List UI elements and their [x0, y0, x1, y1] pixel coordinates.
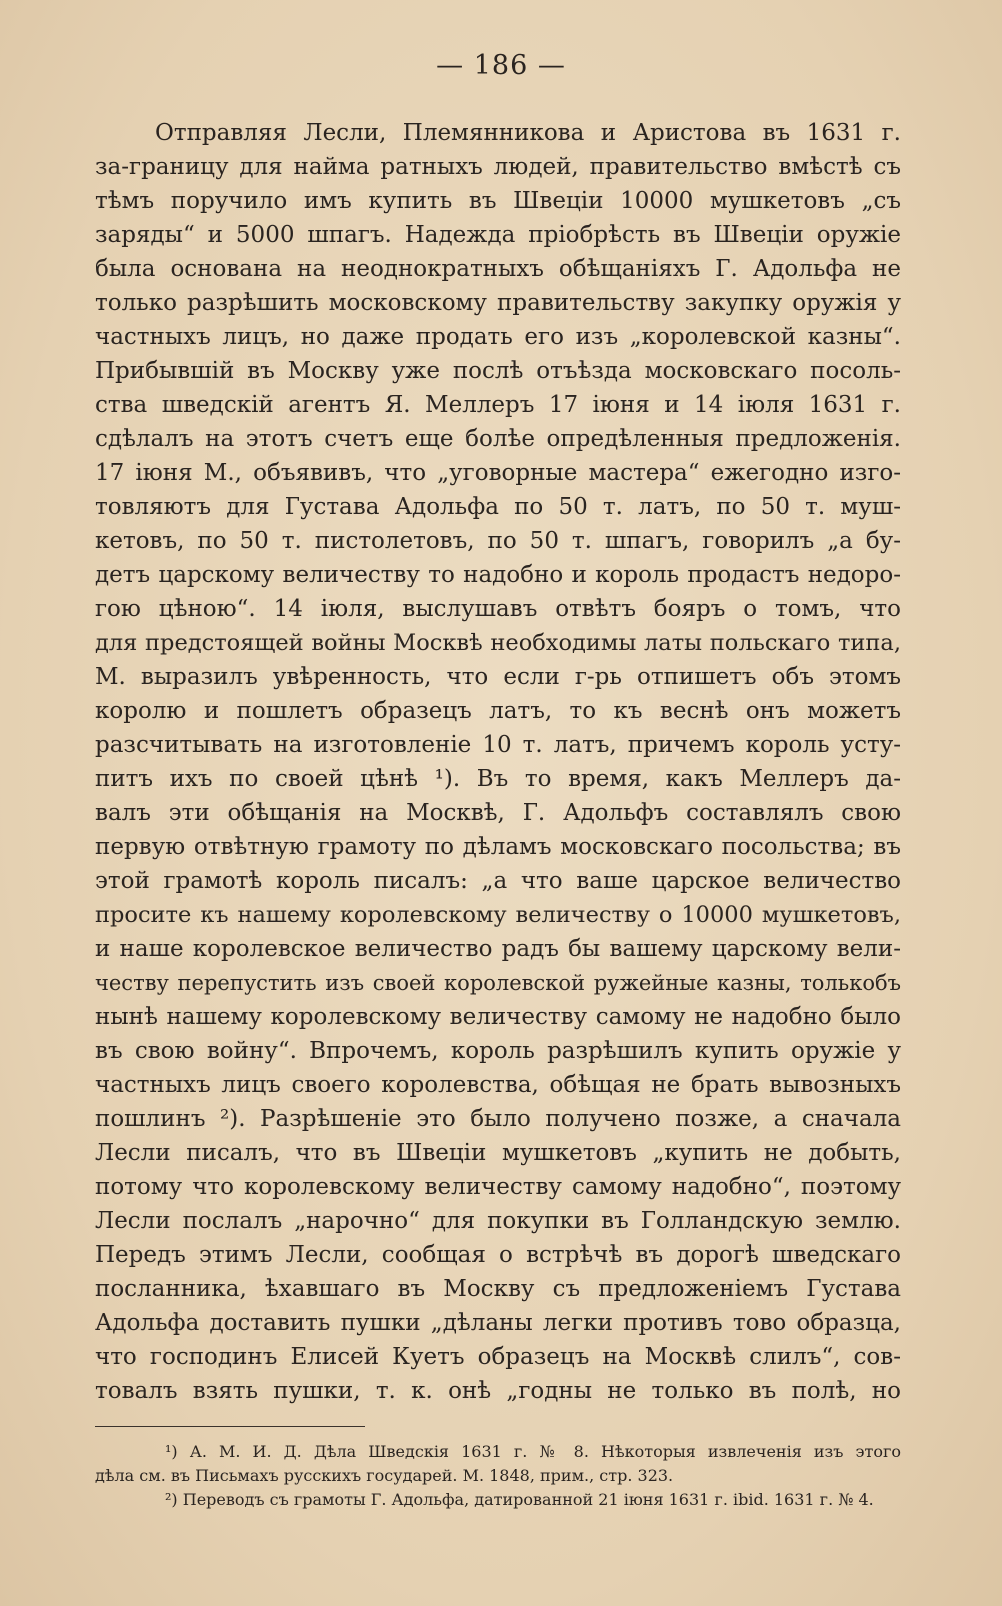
text-line: питъ ихъ по своей цѣнѣ ¹). Въ то время, какъ Меллеръ да-	[95, 766, 901, 792]
main-text	[95, 116, 901, 1408]
text-line: честву перепустить изъ своей королевской ружейные казны, толькобъ	[95, 971, 901, 995]
text-line: что господинъ Елисей Куетъ образецъ на Москвѣ слилъ“, сов-	[95, 1344, 901, 1370]
text-line: Передъ этимъ Лесли, сообщая о встрѣчѣ въ дорогѣ шведскаго	[95, 1242, 901, 1268]
footnote-separator	[95, 1426, 365, 1427]
text-line: частныхъ лицъ своего королевства, обѣщая не брать вывозныхъ	[95, 1072, 901, 1098]
text-line: за-границу для найма ратныхъ людей, правительство вмѣстѣ съ	[95, 154, 901, 180]
text-line: Адольфа доставить пушки „дѣланы легки противъ тово образца,	[95, 1310, 901, 1336]
text-line: 17 іюня М., объявивъ, что „уговорные мастера“ ежегодно изго-	[95, 460, 901, 486]
text-line: сдѣлалъ на этотъ счетъ еще болѣе опредѣленныя предложенія.	[95, 426, 901, 452]
text-line: Прибывшій въ Москву уже послѣ отъѣзда московскаго посоль-	[95, 358, 901, 384]
text-line: разсчитывать на изготовленіе 10 т. латъ, причемъ король усту-	[95, 732, 901, 758]
text-line: нынѣ нашему королевскому величеству самому не надобно было	[95, 1004, 901, 1030]
text-line: детъ царскому величеству то надобно и король продастъ недоро-	[95, 562, 901, 588]
text-line: тѣмъ поручило имъ купить въ Швеціи 10000 мушкетовъ „съ	[95, 188, 901, 214]
text-line: товляютъ для Густава Адольфа по 50 т. латъ, по 50 т. муш-	[95, 494, 901, 520]
text-line: посланника, ѣхавшаго въ Москву съ предложеніемъ Густава	[95, 1276, 901, 1302]
text-line: Лесли писалъ, что въ Швеціи мушкетовъ „купить не добыть,	[95, 1140, 901, 1166]
page-number: — 186 —	[436, 50, 566, 81]
text-line: Лесли послалъ „нарочно“ для покупки въ Голландскую землю.	[95, 1208, 901, 1234]
text-line: просите къ нашему королевскому величеству о 10000 мушкетовъ,	[95, 902, 901, 928]
text-line: ства шведскій агентъ Я. Меллеръ 17 іюня и 14 іюля 1631 г.	[95, 392, 901, 418]
text-line: и наше королевское величество радъ бы вашему царскому вели-	[95, 936, 901, 962]
text-line: частныхъ лицъ, но даже продать его изъ „королевской казны“.	[95, 324, 901, 350]
footnote-line: ¹) А. М. И. Д. Дѣла Шведскія 1631 г. № 8. Нѣкоторыя извлеченія изъ этого	[165, 1442, 901, 1461]
text-line: для предстоящей войны Москвѣ необходимы латы польскаго типа,	[95, 630, 901, 656]
text-line: валъ эти обѣщанія на Москвѣ, Г. Адольфъ составлялъ свою	[95, 800, 901, 826]
text-line: М. выразилъ увѣренность, что если г-рь отпишетъ объ этомъ	[95, 664, 901, 690]
text-line: первую отвѣтную грамоту по дѣламъ московскаго посольства; въ	[95, 834, 901, 860]
footnote-line: дѣла см. въ Письмахъ русскихъ государей. М. 1848, прим., стр. 323.	[95, 1466, 674, 1485]
text-line: королю и пошлетъ образецъ латъ, то къ веснѣ онъ можетъ	[95, 698, 901, 724]
text-line: заряды“ и 5000 шпагъ. Надежда пріобрѣсть въ Швеціи оружіе	[95, 222, 901, 248]
text-line: въ свою войну“. Впрочемъ, король разрѣшилъ купить оружіе у	[95, 1038, 901, 1064]
footnotes	[95, 1440, 901, 1512]
text-line: этой грамотѣ король писалъ: „а что ваше царское величество	[95, 868, 901, 894]
footnote-line: ²) Переводъ съ грамоты Г. Адольфа, датированной 21 іюня 1631 г. ibid. 1631 г. № 4.	[165, 1490, 874, 1509]
text-line: потому что королевскому величеству самому надобно“, поэтому	[95, 1174, 901, 1200]
text-line: пошлинъ ²). Разрѣшеніе это было получено позже, а сначала	[95, 1106, 901, 1132]
text-line: только разрѣшить московскому правительству закупку оружія у	[95, 290, 901, 316]
text-line: Отправляя Лесли, Племянникова и Аристова въ 1631 г.	[155, 120, 901, 146]
text-line: кетовъ, по 50 т. пистолетовъ, по 50 т. шпагъ, говорилъ „а бу-	[95, 528, 901, 554]
text-line: товалъ взять пушки, т. к. онѣ „годны не только въ полѣ, но	[95, 1378, 901, 1404]
text-line: была основана на неоднократныхъ обѣщаніяхъ Г. Адольфа не	[95, 256, 901, 282]
text-line: гою цѣною“. 14 іюля, выслушавъ отвѣтъ бояръ о томъ, что	[95, 596, 901, 622]
